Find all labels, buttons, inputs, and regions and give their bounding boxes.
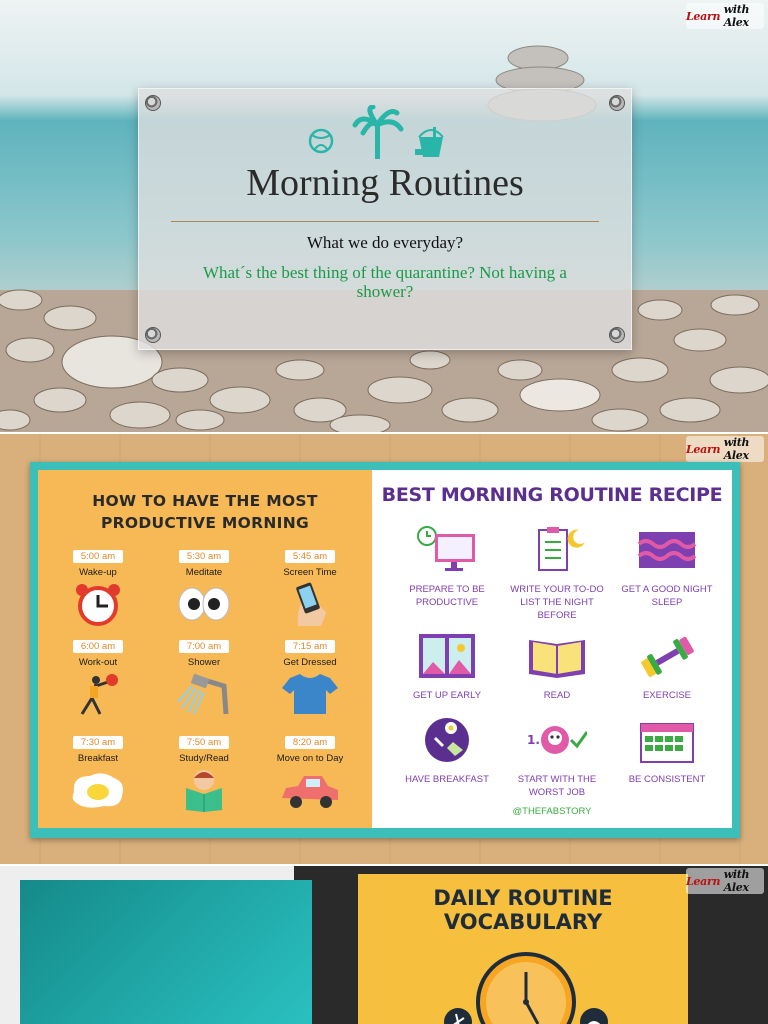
- time-badge: 6:00 am: [73, 640, 123, 653]
- recipe-label: EXERCISE: [642, 690, 692, 701]
- divider: [171, 221, 599, 222]
- panel-title-line: PRODUCTIVE MORNING: [101, 514, 309, 532]
- slide-infographics: [0, 434, 768, 864]
- activity-label: Wake-up: [79, 567, 117, 578]
- palm-tree-icon: [355, 107, 401, 159]
- brand-logo: Learn with Alex: [686, 868, 764, 894]
- pillow-icon: [637, 526, 697, 574]
- fried-egg-icon: [68, 768, 128, 812]
- brand-logo: Learn with Alex: [686, 3, 764, 29]
- sand-bucket-icon: [415, 127, 443, 157]
- time-badge: 8:20 am: [285, 736, 335, 749]
- page-title: Morning Routines: [246, 162, 524, 204]
- shower-head-icon: [174, 672, 234, 716]
- question-text: What´s the best thing of the quarantine? Not having a shower?: [203, 263, 567, 301]
- reading-person-icon: [174, 768, 234, 812]
- recipe-item: [502, 526, 612, 622]
- activity-label: Work-out: [78, 657, 118, 668]
- schedule-item: [154, 546, 254, 631]
- activity-label: Get Dressed: [283, 657, 337, 668]
- recipe-item: [612, 526, 722, 609]
- recipe-item: [392, 632, 502, 702]
- clipboard-moon-icon: [527, 526, 587, 574]
- activity-label: Screen Time: [283, 567, 337, 578]
- bolt-icon: [609, 327, 625, 343]
- poster-title-line: DAILY ROUTINE: [433, 886, 613, 910]
- recipe-label: PREPARE TO BE PRODUCTIVE: [409, 584, 485, 608]
- eyes-icon: [174, 582, 234, 626]
- recipe-label: READ: [543, 690, 571, 701]
- recipe-item: [612, 632, 722, 702]
- vocabulary-poster: [358, 874, 688, 1024]
- schedule-item: [260, 732, 360, 817]
- activity-label: Move on to Day: [276, 753, 344, 764]
- time-badge: 5:00 am: [73, 550, 123, 563]
- recipe-item: [392, 526, 502, 609]
- beach-ball-icon: [310, 130, 332, 152]
- t-shirt-icon: [280, 672, 340, 716]
- exercise-person-icon: [68, 672, 128, 716]
- panel-title-line: HOW TO HAVE THE MOST: [92, 492, 318, 510]
- time-badge: 7:00 am: [179, 640, 229, 653]
- alarm-clock-icon: [68, 582, 128, 626]
- morning-recipe-panel: [372, 470, 732, 828]
- time-badge: 7:15 am: [285, 640, 335, 653]
- recipe-label: GET UP EARLY: [412, 690, 482, 701]
- bolt-icon: [145, 95, 161, 111]
- slide-morning-routines: [0, 0, 768, 432]
- recipe-label: START WITH THE WORST JOB: [517, 774, 597, 798]
- car-icon: [280, 768, 340, 812]
- slide-daily-routine: [0, 866, 768, 1024]
- svg-text:1.: 1.: [527, 733, 540, 747]
- recipe-item: [612, 716, 722, 786]
- schedule-item: [260, 546, 360, 631]
- beach-icons: [307, 105, 457, 159]
- recipe-item: [502, 716, 612, 799]
- skull-check-icon: [527, 716, 587, 764]
- time-badge: 5:45 am: [285, 550, 335, 563]
- recipe-item: [502, 632, 612, 702]
- recipe-item: [392, 716, 502, 786]
- schedule-item: [48, 636, 148, 721]
- activity-label: Study/Read: [179, 753, 229, 764]
- computer-clock-icon: [417, 526, 477, 574]
- brand-logo: Learn with Alex: [686, 436, 764, 462]
- subtitle: What we do everyday?: [306, 233, 464, 252]
- bolt-icon: [145, 327, 161, 343]
- schedule-item: [154, 636, 254, 721]
- poster-title-line: VOCABULARY: [443, 910, 603, 934]
- recipe-label: HAVE BREAKFAST: [405, 774, 489, 785]
- panel-title: [38, 490, 372, 534]
- phone-icon: [280, 582, 340, 626]
- schedule-item: [260, 636, 360, 721]
- dumbbell-icon: [637, 632, 697, 680]
- productive-morning-panel: [38, 470, 372, 828]
- bolt-icon: [609, 95, 625, 111]
- infographic-frame: [30, 462, 740, 838]
- recipe-label: GET A GOOD NIGHT SLEEP: [621, 584, 713, 608]
- recipe-label: WRITE YOUR TO-DO LIST THE NIGHT BEFORE: [510, 584, 604, 621]
- schedule-item: [48, 546, 148, 631]
- breakfast-plate-icon: [417, 716, 477, 764]
- calendar-icon: [637, 716, 697, 764]
- time-badge: 7:50 am: [179, 736, 229, 749]
- time-badge: 7:30 am: [73, 736, 123, 749]
- poster-title: [358, 886, 688, 934]
- clock-icon: [438, 942, 618, 1024]
- schedule-item: [154, 732, 254, 817]
- open-book-icon: [527, 632, 587, 680]
- recipe-label: BE CONSISTENT: [628, 774, 706, 785]
- activity-label: Breakfast: [77, 753, 119, 764]
- credit-text: @THEFABSTORY: [512, 806, 592, 817]
- window-icon: [417, 632, 477, 680]
- panel-title: BEST MORNING ROUTINE RECIPE: [381, 484, 723, 506]
- title-card: [138, 88, 632, 350]
- schedule-item: [48, 732, 148, 817]
- teal-panel: [20, 880, 312, 1024]
- time-badge: 5:30 am: [179, 550, 229, 563]
- activity-label: Meditate: [185, 567, 223, 578]
- activity-label: Shower: [187, 657, 221, 668]
